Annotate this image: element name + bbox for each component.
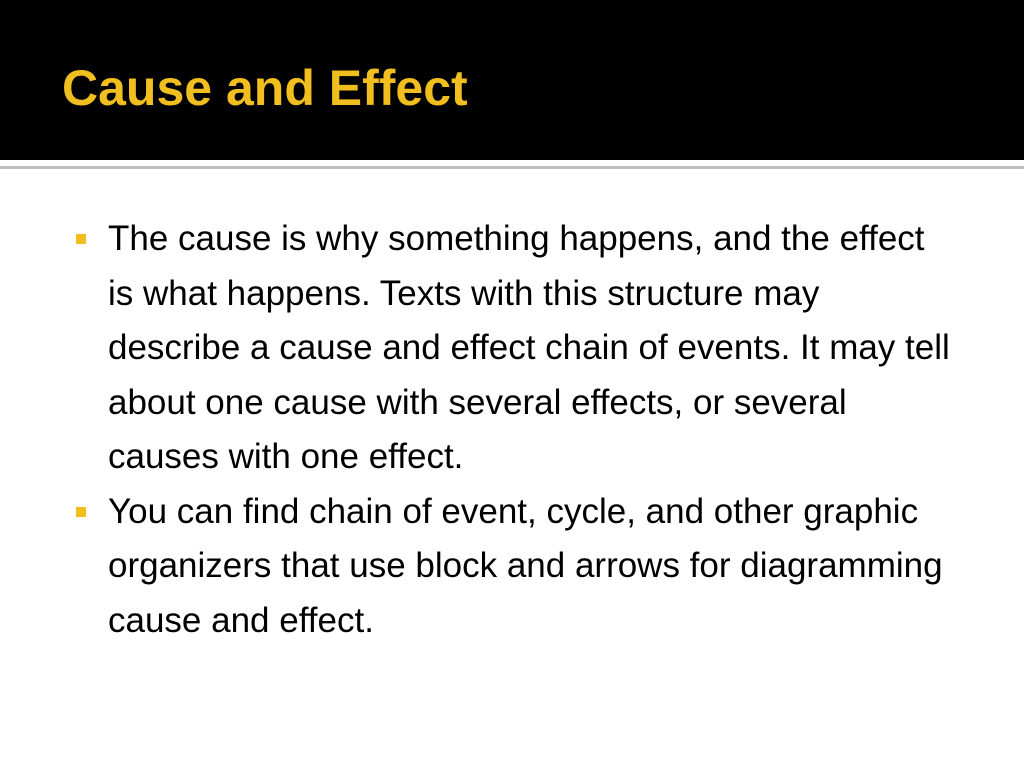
bullet-item	[72, 212, 952, 485]
divider-line	[0, 166, 1024, 169]
square-bullet-icon	[76, 234, 86, 244]
bullet-text: The cause is why something happens, and the effect is what happens. Texts with this structure may describe a cause and effect chain of events. It may tell about one cause with several effects, or several causes with one effect.	[108, 219, 950, 476]
bullet-list	[72, 212, 952, 648]
title-bar	[0, 0, 1024, 160]
slide-title: Cause and Effect	[62, 60, 468, 116]
bullet-text: You can find chain of event, cycle, and other graphic organizers that use block and arrows for diagramming cause and effect.	[108, 491, 943, 640]
bullet-item	[72, 485, 952, 649]
square-bullet-icon	[76, 507, 86, 517]
